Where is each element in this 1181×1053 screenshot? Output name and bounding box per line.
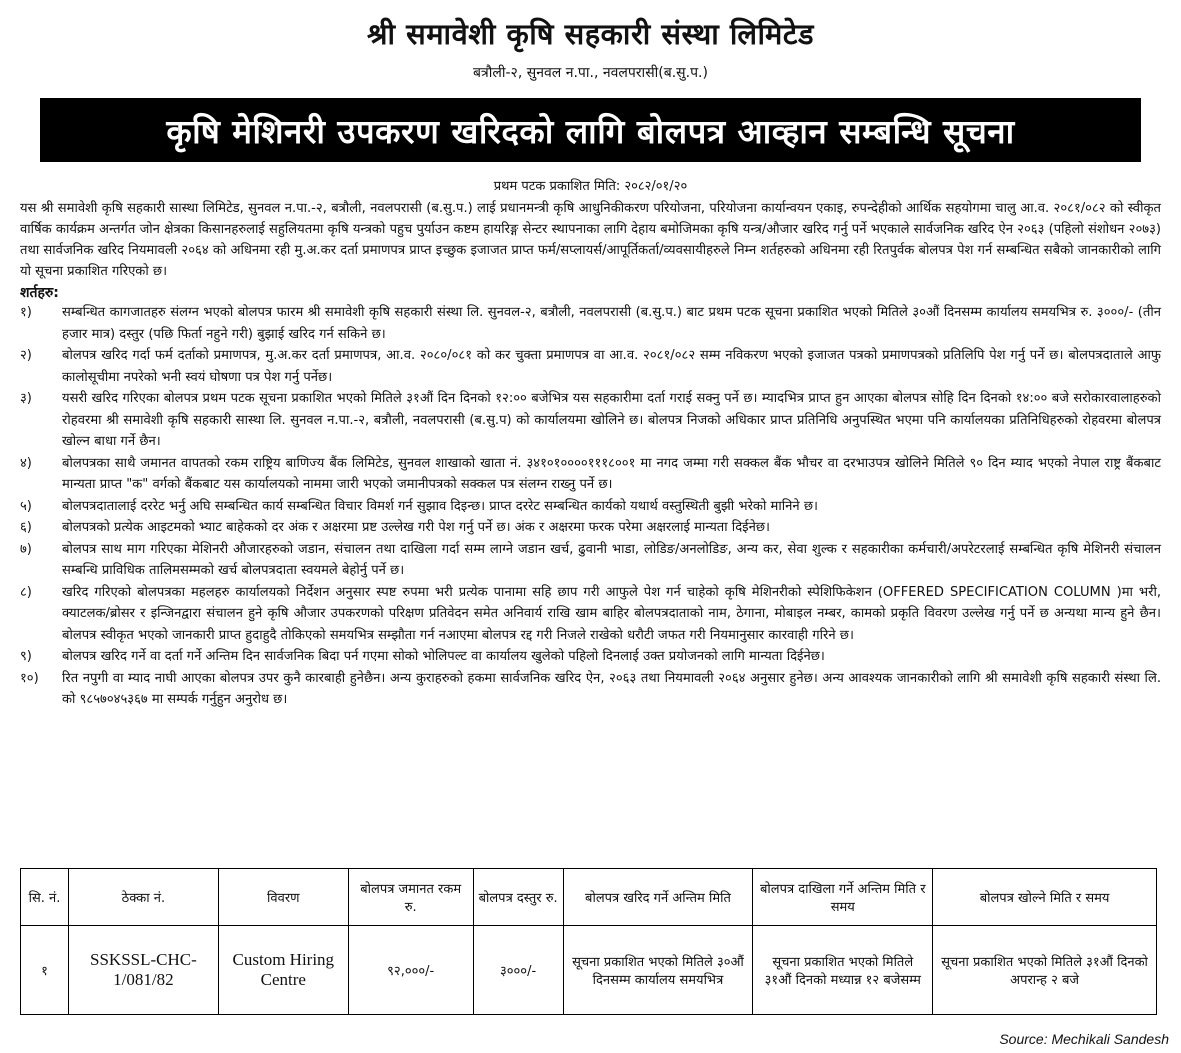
table-header-row [21, 869, 1157, 926]
intro-paragraph: यस श्री समावेशी कृषि सहकारी सास्था लिमिटेड, सुनवल न.पा.-२, बत्रौली, नवलपरासी (ब.सु.प.) लाई प्रधानमन्त्री कृषि आधुनिकीकरण परियोजना, परियोजना कार्यान्वयन एकाइ, रुपन्देहीको आर्थिक सहयोगमा चालु आ.व. २०८१/०८२ को स्वीकृत वार्षिक कार्यक्रम अन्तर्गत जोन क्षेत्रका किसानहरुलाई सहुलियतमा कृषि यन्त्रको पहुच पुर्याउन कष्टम हायरिङ्ग सेन्टर स्थापनाका लागि देहाय बमोजिमका कृषि यन्त्र/औजार खरिद गर्नु पर्ने भएकाले सार्वजनिक खरिद ऐन २०६३ (पहिलो संशोधन २०७३) तथा सार्वजनिक खरिद नियमावली २०६४ को अधिनमा रही मु.अ.कर दर्ता प्रमाणपत्र प्राप्त इच्छुक इजाजत प्राप्त फर्म/सप्लायर्स/आपूर्तिकर्ता/व्यवसायीहरुले निम्न शर्तहरुको अधिनमा रही रितपुर्वक बोलपत्र पेश गर्न सम्बन्धित सबैको जानकारीको लागि यो सूचना प्रकाशित गरिएको छ। [20, 201, 1161, 279]
condition-item [20, 496, 1161, 518]
cell-bid-bond: ९२,०००/- [348, 926, 473, 1015]
condition-item [20, 388, 1161, 453]
cell-opening-time: सूचना प्रकाशित भएको मितिले ३१औं दिनको अपरान्ह २ बजे [933, 926, 1157, 1015]
condition-number: ७) [20, 541, 32, 557]
condition-text: रित नपुगी वा म्याद नाघी आएका बोलपत्र उपर कुनै कारबाही हुनेछैन। अन्य कुराहरुको हकमा सार्वजनिक खरिद ऐन, २०६३ तथा नियमावली २०६४ अनुसार हुनेछ। अन्य आवश्यक जानकारीको लागि श्री समावेशी कृषि सहकारी संस्था लि. को ९८५७०४५३६७ मा सम्पर्क गर्नुहुन अनुरोध छ। [62, 670, 1161, 707]
condition-item [20, 517, 1161, 539]
condition-item [20, 646, 1161, 668]
condition-text: यसरी खरिद गरिएका बोलपत्र प्रथम पटक सूचना प्रकाशित भएको मितिले ३१औं दिन दिनको १२:०० बजेभित्र यस सहकारीमा दर्ता गराई सक्नु पर्ने छ। म्यादभित्र प्राप्त हुन आएका बोलपत्र सोहि दिन दिनको १४:०० बजे सरोकारवालाहरुको रोहवरमा श्री समावेशी कृषि सहकारी सास्था लि. सुनवल न.पा.-२, बत्रौली, नवलपरासी (ब.सु.प) को कार्यालयमा खोलिने छ। बोलपत्र निजको अधिकार प्राप्त प्रतिनिधि अनुपस्थित भएमा पनि कार्यालयका प्रतिनिधिहरुको रोहवरमा बोलपत्र खोल्न बाधा गर्ने छैन। [62, 391, 1161, 449]
table-row [21, 926, 1157, 1015]
cell-contract-no: SSKSSL-CHC-1/081/82 [68, 926, 218, 1015]
organization-name: श्री समावेशी कृषि सहकारी संस्था लिमिटेड [366, 17, 815, 51]
condition-text: बोलपत्रदातालाई दररेट भर्नु अघि सम्बन्धित कार्य सम्बन्धित विचार विमर्श गर्न सुझाव दिइन्छ। प्राप्त दररेट सम्बन्धित कार्यको यथार्थ वस्तुस्थिती बुझी भरेको मानिने छ। [62, 498, 818, 514]
condition-item [20, 539, 1161, 582]
condition-text: बोलपत्रको प्रत्येक आइटमको भ्याट बाहेकको दर अंक र अक्षरमा प्रष्ट उल्लेख गरी पेश गर्नु पर्ने छ। अंक र अक्षरमा फरक परेमा अक्षरलाई मान्यता दिईनेछ। [62, 520, 770, 535]
condition-number: ९) [20, 649, 32, 664]
cell-sn: १ [21, 926, 69, 1015]
condition-item [20, 582, 1161, 647]
cell-submission-deadline: सूचना प्रकाशित भएको मितिले ३१औं दिनको मध्यान्न १२ बजेसम्म [753, 926, 933, 1015]
condition-item [20, 302, 1161, 345]
cell-bid-fee: ३०००/- [473, 926, 563, 1015]
condition-item [20, 668, 1161, 711]
condition-text: खरिद गरिएको बोलपत्रका महलहरु कार्यालयको निर्देशन अनुसार स्पष्ट रुपमा भरी प्रत्येक पानामा सहि छाप गरी आफुले पेश गर्न चाहेको कृषि मेशिनरीको स्पेशिफिकेशन (OFFERED SPECIFICATION COLUMN )मा भरी, क्याटलक/ब्रोसर र इन्जिनद्वारा संचालन हुने कृषि औजार उपकरणको परिक्षण प्रतिवेदन समेत अनिवार्य राखि खाम बाहिर बोलपत्रदाताको नाम, ठेगाना, मोबाइल नम्बर, कामको प्रकृति विवरण उल्लेख गर्नु पर्ने छ अन्यथा मान्य हुने छैन। बोलपत्र स्वीकृत भएको जानकारी प्राप्त हुदाहुदै तोकिएको समयभित्र सम्झौता गर्न नआएमा बोलपत्र रद्द गरी निजले राखेको धरौटी जफत गरी नियमानुसार कारवाही गरिने छ। [62, 584, 1161, 643]
publication-date: प्रथम पटक प्रकाशित मिति: २०८२/०१/२० [493, 179, 688, 194]
col-header-submission-deadline: बोलपत्र दाखिला गर्ने अन्तिम मिति र समय [753, 869, 933, 926]
cell-description: Custom Hiring Centre [218, 926, 348, 1015]
condition-text: बोलपत्र खरिद गर्ने वा दर्ता गर्ने अन्तिम दिन सार्वजनिक बिदा पर्न गएमा सोको भोलिपल्ट वा कार्यालय खुलेको पहिलो दिनलाई उक्त प्रयोजनको लागि मान्यता दिईनेछ। [62, 649, 825, 664]
condition-number: ४) [20, 455, 32, 471]
conditions-heading: शर्तहरु: [20, 285, 59, 301]
condition-number: २) [20, 348, 32, 363]
condition-text: बोलपत्र खरिद गर्दा फर्म दर्ताको प्रमाणपत्र, मु.अ.कर दर्ता प्रमाणपत्र, आ.व. २०८०/०८१ को कर चुक्ता प्रमाणपत्र वा आ.व. २०८१/०८२ सम्म नविकरण भएको इजाजत पत्रको प्रमाणपत्रको प्रतिलिपि पेश गर्नु पर्ने छ। बोलपत्रदाताले आफु कालोसूचीमा नपरेको भनी स्वयं घोषणा पत्र पेश गर्नु पर्नेछ। [62, 348, 1161, 385]
condition-number: १०) [20, 670, 39, 686]
condition-text: सम्बन्धित कागजातहरु संलग्न भएको बोलपत्र फारम श्री समावेशी कृषि सहकारी संस्था लि. सुनवल-२, बत्रौली, नवलपरासी (ब.सु.प.) बाट प्रथम पटक सूचना प्रकाशित भएको मितिले ३०औं दिनसम्म कार्यालय समयभित्र रु. ३०००/- (तीन हजार मात्र) दस्तुर (पछि फिर्ता नहुने गरी) बुझाई खरिद गर्न सकिने छ। [62, 305, 1161, 342]
cell-purchase-deadline: सूचना प्रकाशित भएको मितिले ३०औं दिनसम्म कार्यालय समयभित्र [563, 926, 753, 1015]
condition-text: बोलपत्रका साथै जमानत वापतको रकम राष्ट्रिय बाणिज्य बैंक लिमिटेड, सुनवल शाखाको खाता नं. ३४१०१००००१११८००१ मा नगद जम्मा गरी सक्कल बैंक भौचर वा दरभाउपत्र खोलिने मितिले ९० दिन म्याद भएको नेपाल राष्ट्र बैंकबाट मान्यता प्राप्त "क" वर्गको बैंकबाट यस कार्यालयको नाममा जारी भएको जमानीपत्रको सक्कल पत्र संलग्न राख्नु पर्ने छ। [62, 455, 1161, 492]
condition-number: ३) [20, 391, 32, 406]
source-credit: Source: Mechikali Sandesh [999, 1031, 1169, 1047]
condition-number: १) [20, 305, 32, 320]
condition-text: बोलपत्र साथ माग गरिएका मेशिनरी औजारहरुको जडान, संचालन तथा दाखिला गर्दा सम्म लाग्ने जडान खर्च, ढुवानी भाडा, लोडिङ/अनलोडिङ, अन्य कर, सेवा शुल्क र सहकारीका कर्मचारी/अपरेटरलाई सम्बन्धित कृषि मेशिनरी संचालन सम्बन्धि प्राविधिक तालिमसम्मको खर्च बोलपत्रदाता स्वयमले बेहोर्नु पर्ने छ। [62, 541, 1161, 578]
condition-item [20, 345, 1161, 388]
col-header-bid-bond: बोलपत्र जमानत रकम रु. [348, 869, 473, 926]
tender-table [20, 868, 1157, 1015]
col-header-contract-no: ठेक्का नं. [68, 869, 218, 926]
col-header-description: विवरण [218, 869, 348, 926]
condition-item [20, 453, 1161, 496]
condition-number: ५) [20, 498, 32, 514]
organization-address: बत्रौली-२, सुनवल न.पा., नवलपरासी(ब.सु.प.) [473, 65, 708, 81]
conditions-list [20, 302, 1161, 711]
col-header-sn: सि. नं. [21, 869, 69, 926]
col-header-purchase-deadline: बोलपत्र खरिद गर्ने अन्तिम मिति [563, 869, 753, 926]
notice-title-banner: कृषि मेशिनरी उपकरण खरिदको लागि बोलपत्र आव्हान सम्बन्धि सूचना [40, 98, 1141, 162]
col-header-bid-fee: बोलपत्र दस्तुर रु. [473, 869, 563, 926]
condition-number: ६) [20, 520, 32, 535]
col-header-opening-time: बोलपत्र खोल्ने मिति र समय [933, 869, 1157, 926]
condition-number: ८) [20, 584, 32, 600]
